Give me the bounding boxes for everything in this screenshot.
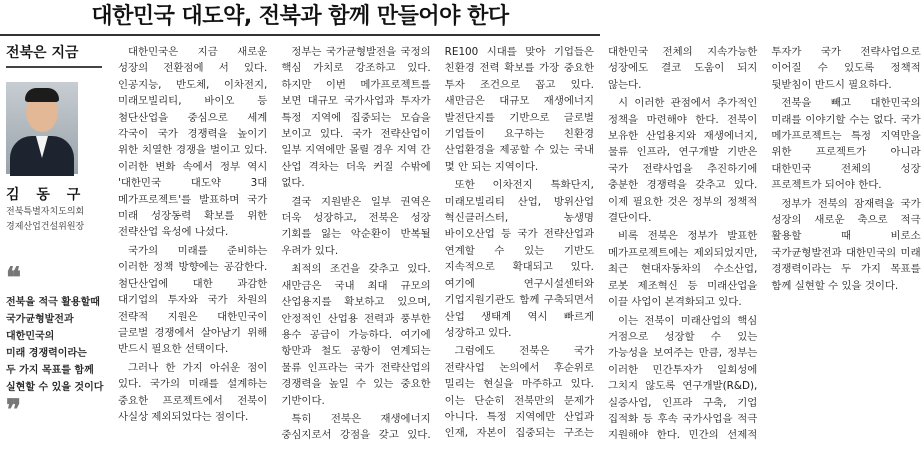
article-body xyxy=(118,44,921,450)
article-paragraph: 국가의 미래를 준비하는 이러한 정책 방향에는 공감한다. 첨단산업에 대한 과감한 대기업의 투자와 국가 차원의 전략적 지원은 대한민국이 글로벌 경쟁에서 살아남기 위해 반드시 필요한 선택이다. xyxy=(118,244,268,356)
article-paragraph: 그러나 한 가지 아쉬운 점이 있다. 국가의 미래를 설계하는 중요한 프로젝트에서 전북이 사실상 제외되었다는 점이다. xyxy=(118,361,268,423)
close-quote-icon: ❞ xyxy=(6,393,22,426)
author-photo xyxy=(6,82,78,174)
article-paragraph: 또한 이차전지 특화단지, 미래모빌리티 산업, 방위산업 혁신클러스터, 농생명 바이오산업 등 국가 전략산업과 연계할 수 있는 기반도 지속적으로 확대되고 있다. 여기에 연구시설센터와 기업지원기관도 함께 구축되면서 산업 생태계 역시 빠르게 성장하고 있다. xyxy=(444,179,594,339)
pull-quote-line: 전북을 적극 활용할때 xyxy=(6,297,100,308)
pull-quote-line: 실현할 수 있을 것이다 xyxy=(6,382,104,393)
article-paragraph: 전북을 빼고 대한민국의 미래를 이야기할 수는 없다. 국가 메가프로젝트는 특정 지역만을 위한 프로젝트가 아니라 대한민국 전체의 성장 프로젝트가 되어야 한다. xyxy=(771,97,921,192)
author-name: 김 동 구 xyxy=(6,187,87,203)
column-name: 전북은 지금 xyxy=(6,45,79,61)
pull-quote-line: 두 가지 목표를 함께 xyxy=(6,365,94,376)
article-paragraph: 비록 전북은 정부가 발표한 메가프로젝트에는 제외되었지만, 최근 현대자동차의 수소산업, 로봇 제조혁신 등 미래산업을 이끌 사업이 본격화되고 있다. xyxy=(607,230,758,309)
pull-quote-line: 국가균형발전과 xyxy=(6,314,74,325)
author-title-1: 전북특별자치도의회 xyxy=(6,207,85,217)
headline-divider xyxy=(0,34,600,36)
article-paragraph: 특히 전북은 재생에너지 중심지로서 강점을 갖고 있다. RE100 시대를 맞아 기업들은 친환경 전력 확보를 가장 중요한 투자 조건으로 꼽고 있다. 새만금은 대규모 재생에너지 발전단지를 기반으로 글로벌 기업들이 요구하는 친환경 산업환경을 제공할 수 있는 국내 몇 안 되는 지역이다. xyxy=(281,46,594,442)
article-paragraph: 이는 전북이 미래산업의 핵심 거점으로 성장할 수 있는 가능성을 보여주는 만큼, 정부는 이러한 민간투자가 일회성에 그치지 않도록 연구개발(R&D), 실증사업, 인프라 구축, 기업 집적화 등 후속 국가사업을 적극 지원해야 한다. 민간의 선제적 투자가 국가 전략사업으로 이어질 수 있도록 정책적 뒷받침이 반드시 필요하다. xyxy=(607,46,921,442)
headline: 대한민국 대도약, 전북과 함께 만들어야 한다 xyxy=(91,4,509,29)
open-quote-icon: ❝ xyxy=(6,261,22,294)
article-paragraph: 시 이러한 관점에서 추가적인 정책을 마련해야 한다. 전북이 보유한 산업용지와 재생에너지, 물류 인프라, 연구개발 기반은 국가 전략사업을 추진하기에 충분한 경쟁력을 갖추고 있다. 이제 필요한 것은 정부의 정책적 결단이다. xyxy=(607,97,758,225)
article-paragraph: 정부는 국가균형발전을 국정의 핵심 가치로 강조하고 있다. 하지만 이번 메가프로젝트를 보면 대규모 국가사업과 투자가 특정 지역에 집중되는 모습을 보이고 있다. 국가 전략산업이 일부 지역에만 몰릴 경우 지역 간 산업 격차는 더욱 커질 수밖에 없다. xyxy=(281,46,431,190)
author-title-2: 경제산업건설위원장 xyxy=(6,222,85,232)
pull-quote-line: 대한민국의 xyxy=(6,331,55,342)
article-paragraph: 최적의 조건을 갖추고 있다. 새만금은 국내 최대 규모의 산업용지를 확보하고 있으며, 안정적인 산업용 전력과 풍부한 용수 공급이 가능하다. 여기에 항만과 철도 공항이 연계되는 물류 인프라는 국가 전략산업의 경쟁력을 높일 수 있는 중요한 기반이다. xyxy=(281,263,431,407)
article-paragraph: 결국 지원받은 일부 권역은 더욱 성장하고, 전북은 성장 기회를 잃는 악순환이 반복될 우려가 있다. xyxy=(281,195,431,257)
column-divider xyxy=(6,66,102,68)
article-paragraph: 그럼에도 전북은 국가 전략사업 논의에서 후순위로 밀리는 현실을 마주하고 있다. 이는 단순히 전북만의 문제가 아니다. 특정 지역에만 산업과 인재, 자본이 집중되는 구조는 대한민국 전체의 지속가능한 성장에도 결코 도움이 되지 않는다. xyxy=(444,46,758,440)
author-sidebar xyxy=(6,44,106,444)
article-paragraph: 정부가 전북의 잠재력을 국가 성장의 새로운 축으로 적극 활용할 때 비로소 국가균형발전과 대한민국의 미래 경쟁력이라는 두 가지 목표를 함께 실현할 수 있을 것이다. xyxy=(771,197,921,292)
article-paragraph: 대한민국은 지금 새로운 성장의 전환점에 서 있다. 인공지능, 반도체, 이차전지, 미래모빌리티, 바이오 등 첨단산업을 중심으로 세계 각국이 국가 경쟁력을 높이기 위한 치열한 경쟁을 벌이고 있다. 이러한 변화 속에서 정부 역시 '대한민국 대도약 3대 메가프로젝트'를 발표하며 국가 미래 성장동력 확보를 위한 전략산업 육성에 나섰다. xyxy=(118,46,268,239)
pull-quote xyxy=(6,294,106,396)
pull-quote-line: 미래 경쟁력이라는 xyxy=(6,348,87,359)
